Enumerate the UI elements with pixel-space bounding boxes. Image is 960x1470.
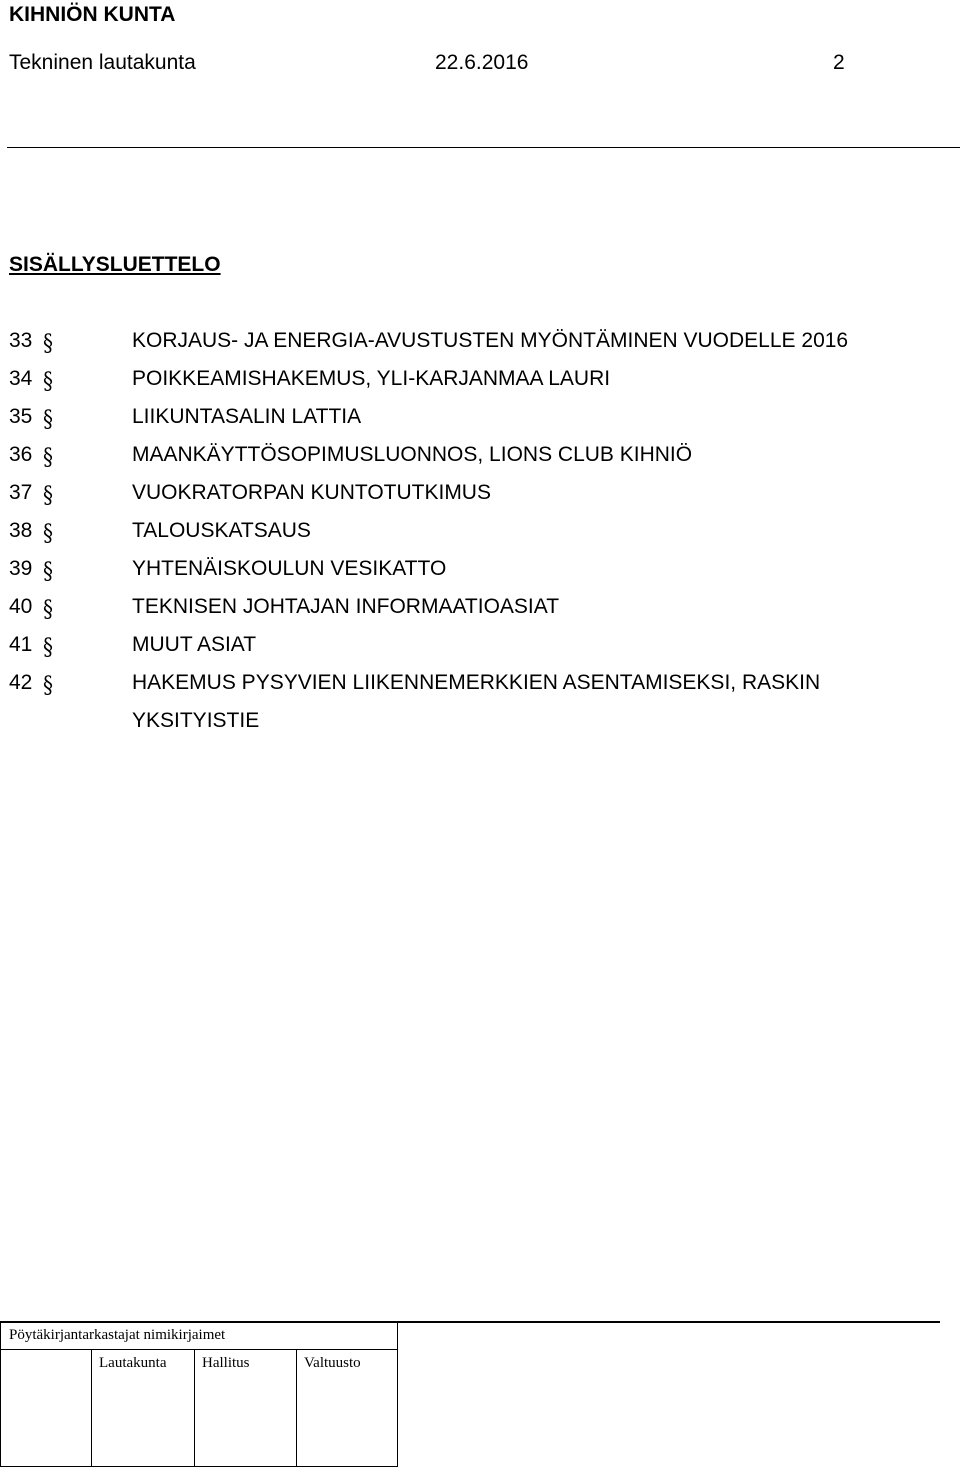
page-number: 2: [833, 51, 845, 74]
initials-box-divider: [1, 1349, 397, 1350]
svg-text:§: §: [42, 558, 54, 584]
toc-item-title: YHTENÄISKOULUN VESIKATTO: [132, 557, 447, 580]
initials-label-valtuusto: Valtuusto: [304, 1355, 361, 1371]
toc-item-number: 36: [9, 443, 33, 466]
toc-item-title: POIKKEAMISHAKEMUS, YLI-KARJANMAA LAURI: [132, 367, 611, 390]
section-sign-icon: [40, 558, 56, 584]
initials-label-hallitus: Hallitus: [202, 1355, 250, 1371]
section-sign-icon: [40, 368, 56, 394]
section-sign-icon: [40, 596, 56, 622]
section-sign-icon: [40, 672, 56, 698]
toc-item-title: TEKNISEN JOHTAJAN INFORMAATIOASIAT: [132, 595, 560, 618]
toc-item-title: VUOKRATORPAN KUNTOTUTKIMUS: [132, 481, 491, 504]
svg-text:§: §: [42, 406, 54, 432]
toc-title: SISÄLLYSLUETTELO: [9, 253, 221, 276]
toc-item-title: MAANKÄYTTÖSOPIMUSLUONNOS, LIONS CLUB KIHNIÖ: [132, 443, 693, 466]
toc-item-number: 40: [9, 595, 33, 618]
initials-column-divider: [91, 1349, 92, 1466]
section-sign-icon: [40, 444, 56, 470]
toc-item-number: 35: [9, 405, 33, 428]
initials-box: [0, 1322, 398, 1467]
section-sign-icon: [40, 406, 56, 432]
svg-text:§: §: [42, 368, 54, 394]
toc-item-number: 39: [9, 557, 33, 580]
header-divider: [7, 147, 960, 148]
toc-item-number: 33: [9, 329, 33, 352]
svg-text:§: §: [42, 482, 54, 508]
svg-text:§: §: [42, 444, 54, 470]
svg-text:§: §: [42, 634, 54, 660]
toc-item: [0, 670, 960, 732]
section-sign-icon: [40, 482, 56, 508]
initials-column-divider: [194, 1349, 195, 1466]
toc-item-number: 38: [9, 519, 33, 542]
svg-text:§: §: [42, 330, 54, 356]
svg-text:§: §: [42, 520, 54, 546]
meeting-date: 22.6.2016: [435, 51, 529, 74]
organization-name: KIHNIÖN KUNTA: [9, 3, 176, 26]
toc-item-title: LIIKUNTASALIN LATTIA: [132, 405, 362, 428]
svg-text:§: §: [42, 596, 54, 622]
toc-item-number: 42: [9, 671, 33, 694]
initials-heading: Pöytäkirjantarkastajat nimikirjaimet: [9, 1327, 226, 1343]
toc-item-title: MUUT ASIAT: [132, 633, 257, 656]
section-sign-icon: [40, 634, 56, 660]
section-sign-icon: [40, 330, 56, 356]
committee-name: Tekninen lautakunta: [9, 51, 196, 74]
toc-item-title: HAKEMUS PYSYVIEN LIIKENNEMERKKIEN ASENTAMISEKSI, RASKIN YKSITYISTIE: [132, 671, 821, 732]
toc-item-number: 37: [9, 481, 33, 504]
toc-item-number: 34: [9, 367, 33, 390]
toc-item-number: 41: [9, 633, 33, 656]
toc-item-title: TALOUSKATSAUS: [132, 519, 311, 542]
initials-label-lautakunta: Lautakunta: [99, 1355, 167, 1371]
toc-item-title: KORJAUS- JA ENERGIA-AVUSTUSTEN MYÖNTÄMINEN VUODELLE 2016: [132, 329, 849, 352]
initials-column-divider: [296, 1349, 297, 1466]
table-of-contents: [0, 328, 960, 732]
section-sign-icon: [40, 520, 56, 546]
svg-text:§: §: [42, 672, 54, 698]
